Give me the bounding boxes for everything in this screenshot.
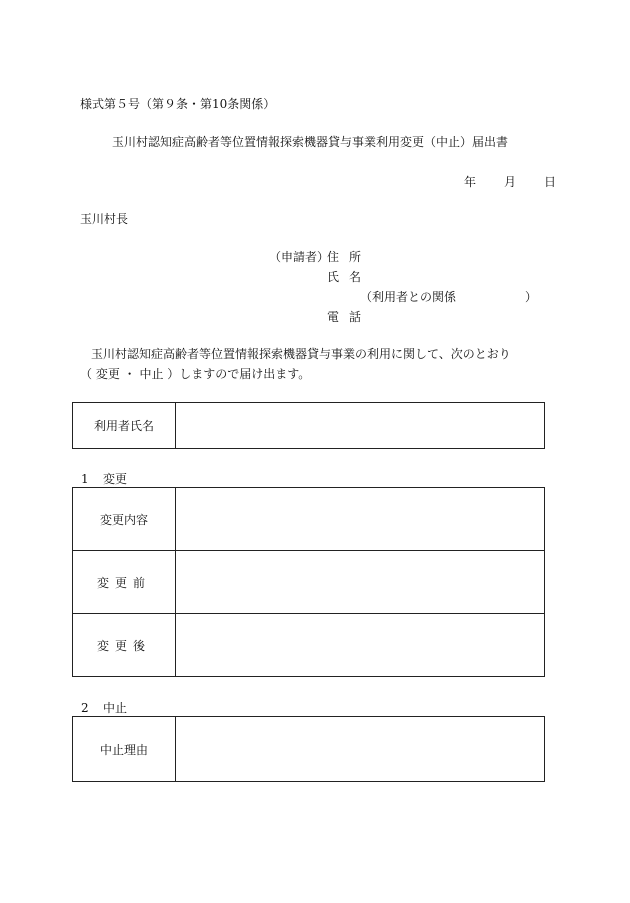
- section-2-heading: [81, 700, 127, 716]
- applicant-label: （申請者）: [269, 250, 330, 264]
- date-day-label: 日: [544, 175, 557, 189]
- addressee: 玉川村長: [80, 212, 129, 226]
- table-row: [73, 717, 545, 782]
- name-label: 氏名: [327, 270, 372, 284]
- document-title: 玉川村認知症高齢者等位置情報探索機器貸与事業利用変更（中止）届出書: [112, 135, 509, 149]
- relation-label: （利用者との関係: [360, 290, 457, 304]
- change-table: [72, 487, 545, 677]
- table-row: [73, 614, 545, 677]
- section-2-title: 中止: [103, 701, 128, 715]
- address-label: 住所: [327, 250, 372, 264]
- user-name-table: [72, 402, 545, 449]
- date-month-label: 月: [504, 175, 517, 189]
- change-content-field[interactable]: [176, 488, 545, 551]
- user-name-field[interactable]: [176, 403, 545, 449]
- date-line: [464, 174, 556, 190]
- body-text-line-2: （ 変更 ・ 中止 ）しますので届け出ます。: [80, 367, 311, 381]
- table-row: [73, 551, 545, 614]
- stop-reason-field[interactable]: [176, 717, 545, 782]
- section-2-number: 2: [81, 701, 89, 715]
- before-change-label: 変更前: [73, 551, 176, 614]
- after-change-label: 変更後: [73, 614, 176, 677]
- before-change-field[interactable]: [176, 551, 545, 614]
- after-change-field[interactable]: [176, 614, 545, 677]
- table-row: [73, 488, 545, 551]
- relation-close-paren: ）: [525, 290, 538, 304]
- body-text-line-1: 玉川村認知症高齢者等位置情報探索機器貸与事業の利用に関して、次のとおり: [91, 347, 511, 361]
- section-1-heading: [81, 471, 127, 487]
- phone-label: 電話: [327, 310, 372, 324]
- stop-reason-label: 中止理由: [73, 717, 176, 782]
- section-1-number: 1: [81, 472, 89, 486]
- change-content-label: 変更内容: [73, 488, 176, 551]
- form-number: 様式第５号（第９条・第10条関係）: [80, 97, 276, 111]
- table-row: [73, 403, 545, 449]
- section-1-title: 変更: [103, 472, 128, 486]
- stop-table: [72, 716, 545, 782]
- user-name-label: 利用者氏名: [73, 403, 176, 449]
- date-year-label: 年: [464, 175, 477, 189]
